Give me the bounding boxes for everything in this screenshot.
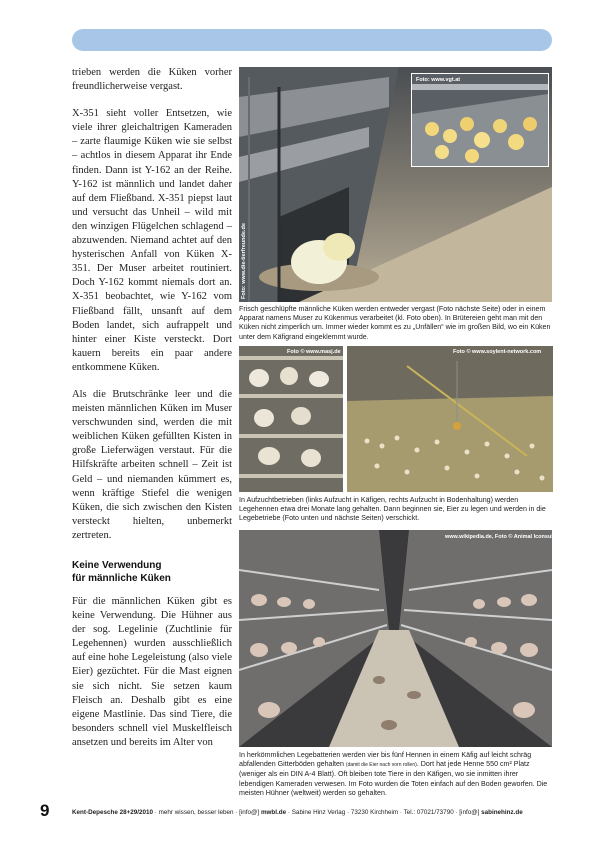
photo-floor-rearing-image <box>347 346 553 492</box>
photo-chick-under-cage <box>239 67 552 302</box>
floor-rearing-credit: Foto © www.soylent-network.com <box>453 349 542 355</box>
top-photo-credit: Foto: www.die-tierfreunde.de <box>241 223 247 299</box>
paragraph-4: Für die männlichen Küken gibt es keine Verwendung. Die Hühner aus der sog. Legelinie (Zuchtlinie für Legehennen) wurden ausschließlich auf eine hohe Legeleistung (also viele Eier) gezüchtet. Für die Mast eignen sie sich nicht. Sie setzen kaum Fleisch an. Deshalb gibt es eine eigene Mastlinie. Das sind Tiere, die besonders schnell viel Muskelfleisch ansetzen und bereits im Alter von <box>72 596 232 748</box>
page-number: 9 <box>40 801 50 820</box>
caption-bottom <box>239 751 554 798</box>
inset-photo-credit: Foto: www.vgt.at <box>416 77 461 83</box>
paragraph-1: trieben werden die Küken vorher freundlicherweise vergast. <box>72 67 232 93</box>
footer-site-mwbl[interactable]: mwbl.de <box>260 809 287 816</box>
battery-cages-credit: www.wikipedia.de, Foto © Animal Iconsult 006 <box>445 534 566 540</box>
paragraph-2: X-351 sieht voller Entsetzen, wie viele ihrer gleichaltrigen Kameraden – zarte flaumige Küken wie sie selbst – achtlos in diesem Apparat ihr Ende finden. Dann ist Y-162 an der Reihe. Y-162 ist männlich und landet daher auf dem Fließband. X-351 piepst laut und versucht das Unheil – wild mit den winzigen Flügelchen schlagend – abzuwenden. Niemand achtet auf den hysterischen Anfall von Küken X-351. Der Muser arbeitet routiniert. Doch Y-162 kommt niemals dort an. X-351 beobachtet, wie Y-162 vom Fließband fällt, unsanft auf dem Boden landet, sich aufrappelt und hinter einer Kiste versteckt. Dort kauern bereits ein paar andere entkommene Küken. <box>72 108 232 373</box>
footer-issue: Kent-Depesche 28+29/2010 <box>72 809 154 816</box>
page-footer <box>72 809 554 816</box>
footer-site-sabinehinz[interactable]: sabinehinz.de <box>481 809 523 816</box>
photo-battery-cages-image <box>239 530 552 747</box>
photo-floor-rearing <box>347 346 553 492</box>
photo-cage-rearing <box>239 346 343 492</box>
inset-photo-muser <box>411 73 549 167</box>
photo-cage-rearing-image <box>239 346 343 492</box>
caption-bottom-part1: In herkömmlichen Legebatterien werden vier bis fünf Hennen in einem Käfig auf leicht schräg abfallenden Gitterböden gehalten <box>239 751 532 769</box>
caption-bottom-part2: . Dort hat jede Henne 550 cm² Platz (weniger als ein DIN A-4 Blatt). Oft bleiben tote Tiere in den Käfigen, wo sie inmitten ihrer lebendigen Kameraden verwesen. Im Foto wurden die Toten einfach auf den Boden geworfen. Die meisten Hühner (weltweit) werden so gehalten. <box>239 760 548 797</box>
section-heading-line1: Keine Verwendung <box>72 560 162 571</box>
caption-top: Frisch geschlüpfte männliche Küken werden entweder vergast (Foto nächste Seite) oder in einem Apparat namens Muser zu Kükenmus verarbeitet (kl. Foto oben). In Brütereien geht man mit den Küken nicht zimperlich um. Immer wieder kommt es zu „Unfällen“ wie im großen Bild, wo ein Küken unter dem Käfigrand eingeklemmt wurde. <box>239 305 551 341</box>
caption-bottom-small: (damit die Eier nach vorn rollen) <box>345 762 417 769</box>
section-heading-line2: für männliche Küken <box>72 573 171 584</box>
cage-rearing-credit: Foto © www.masj.de <box>287 349 341 355</box>
inset-photo-muser-image <box>412 74 548 166</box>
section-heading <box>72 559 232 585</box>
footer-publisher: · Sabine Hinz Verlag · 73230 Kirchheim · Tel.: 07021/73790 · [info@] <box>286 809 482 816</box>
photo-battery-cages <box>239 530 566 747</box>
caption-middle: In Aufzuchtbetrieben (links Aufzucht in Käfigen, rechts Aufzucht in Bodenhaltung) werden Legehennen etwa drei Monate lang gehalten. Dann beginnen sie, Eier zu legen und werden in die Legebetriebe (Foto unten und nächste Seiten) verschickt. <box>239 496 546 523</box>
paragraph-3: Als die Brutschränke leer und die meisten männlichen Küken im Muser verschwunden sind, werden die mit weiblichen Küken gefüllten Kisten in große Lieferwägen verstaut. Für die Hilfskräfte arbeiten schnell – Zeit ist Geld – und niemanden kümmert es, wenn kräftige Stiefel die wenigen Küken, die sich zwischen den Kisten versteckt hielten, unbemerkt zertreten. <box>72 388 232 541</box>
article-text-column <box>72 66 232 763</box>
header-bar <box>72 29 552 51</box>
footer-slogan: · mehr wissen, besser leben · [info@] <box>153 809 261 816</box>
